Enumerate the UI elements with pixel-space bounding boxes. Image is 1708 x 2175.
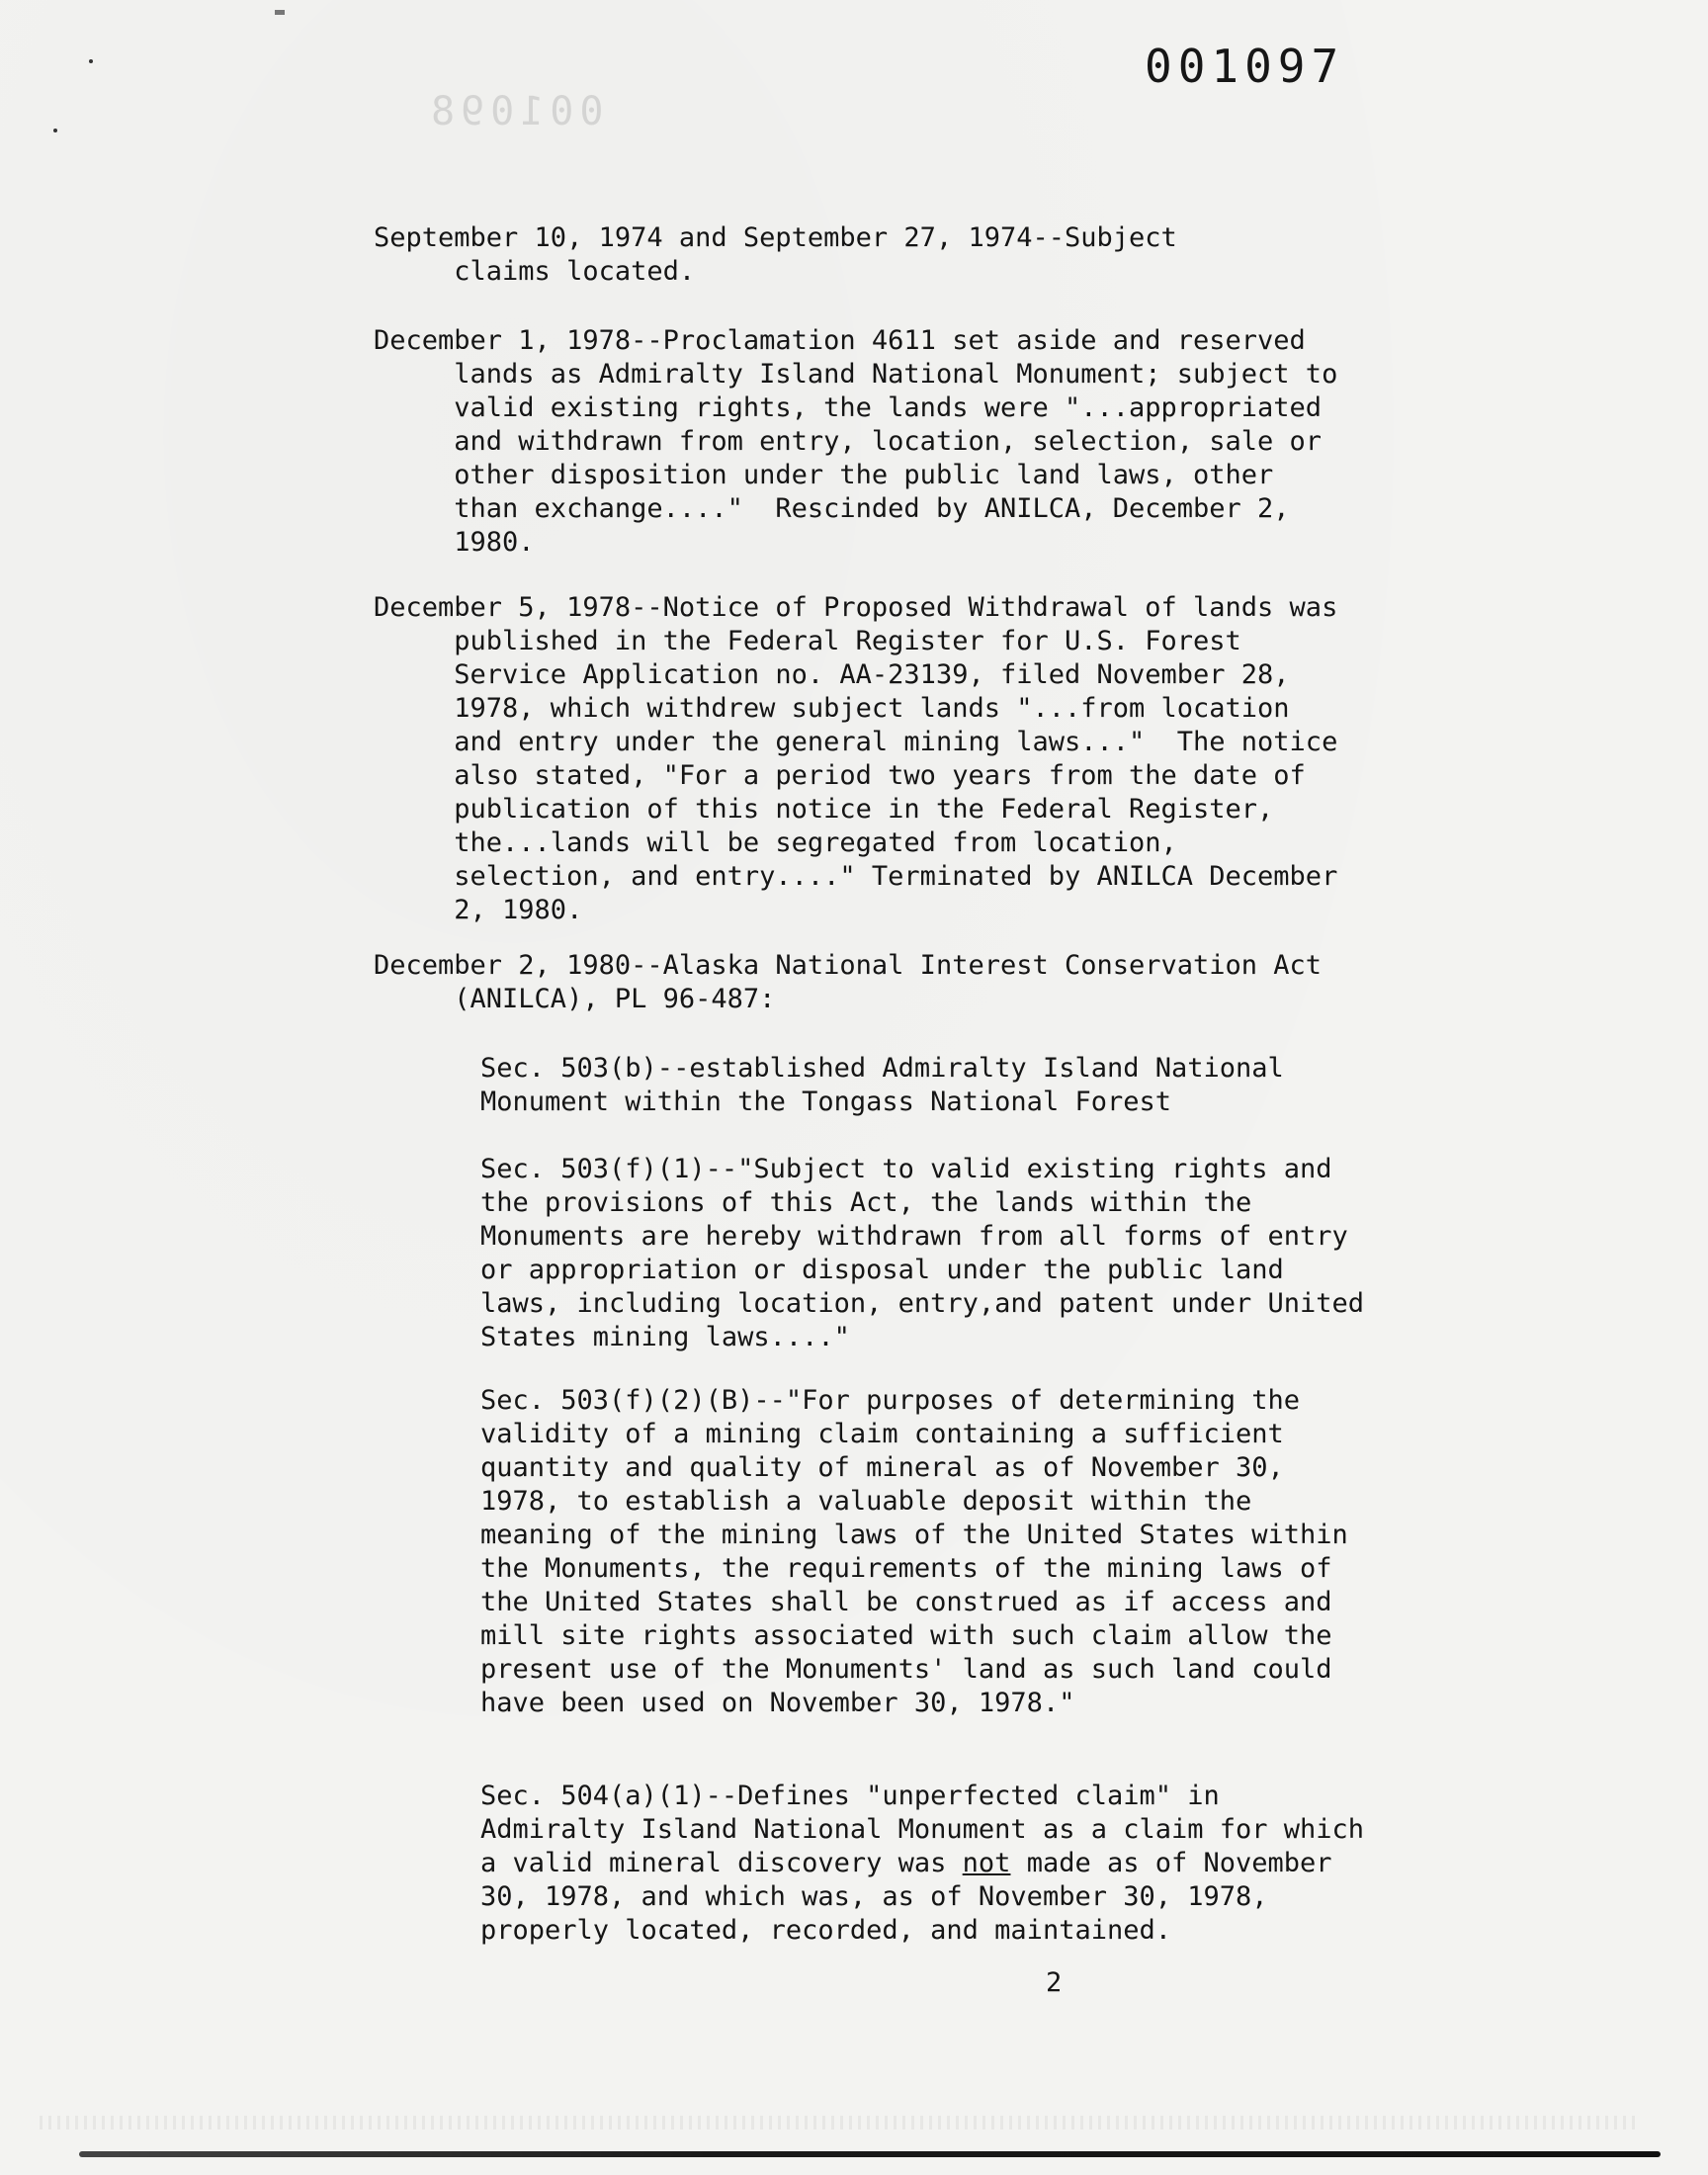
text-line: the United States shall be construed as if access and [480,1587,1332,1617]
text-line: Sec. 504(a)(1)--Defines "unperfected claim" in [480,1781,1220,1811]
text-line: 1980. [374,527,535,558]
text-line [480,1848,1332,1878]
text-line: also stated, "For a period two years from the date of [374,760,1306,791]
entry-dec-1-1978 [374,324,1337,560]
section-503f2b [480,1384,1348,1720]
text-line: the...lands will be segregated from location, [374,827,1177,858]
text-line: 30, 1978, and which was, as of November 30, 1978, [480,1881,1268,1912]
entry-dec-5-1978 [374,591,1337,927]
text-line: quantity and quality of mineral as of November 30, [480,1452,1284,1483]
scan-edge-noise [40,2116,1641,2130]
text-line: 2, 1980. [374,895,583,925]
text-line: than exchange...." Rescinded by ANILCA, December 2, [374,493,1290,524]
text-line: or appropriation or disposal under the public land [480,1255,1284,1285]
text-line: the Monuments, the requirements of the mining laws of [480,1553,1332,1584]
text-line: other disposition under the public land laws, other [374,460,1274,490]
text-line: States mining laws...." [480,1322,850,1352]
text-line: (ANILCA), PL 96-487: [374,984,776,1014]
underlined-word: not [962,1848,1011,1878]
document-number: 001097 [1145,40,1345,93]
text-line: 1978, which withdrew subject lands "...from location [374,693,1290,724]
bleed-through-number: 001098 [425,89,604,134]
text-line: claims located. [374,256,696,287]
text-line: mill site rights associated with such claim allow the [480,1620,1332,1651]
section-503b [480,1052,1284,1119]
scan-speck [89,59,93,63]
entry-1974 [374,221,1177,289]
text-line: December 5, 1978--Notice of Proposed Withdrawal of lands was [374,592,1338,623]
text-fragment: made as of November [1010,1848,1332,1878]
text-line: lands as Admiralty Island National Monument; subject to [374,359,1338,390]
text-line: the provisions of this Act, the lands within the [480,1187,1252,1218]
text-line: and entry under the general mining laws..." The notice [374,727,1338,757]
text-line: laws, including location, entry,and patent under United [480,1288,1365,1319]
text-line: Sec. 503(f)(1)--"Subject to valid existing rights and [480,1154,1332,1184]
text-line: selection, and entry...." Terminated by ANILCA December [374,861,1338,892]
text-line: December 2, 1980--Alaska National Interest Conservation Act [374,950,1323,981]
text-line: valid existing rights, the lands were "...appropriated [374,392,1323,423]
text-line: properly located, recorded, and maintained. [480,1915,1171,1946]
text-line: have been used on November 30, 1978." [480,1688,1075,1718]
text-line: meaning of the mining laws of the United States within [480,1520,1348,1550]
text-line: and withdrawn from entry, location, selection, sale or [374,426,1323,457]
text-line: Sec. 503(f)(2)(B)--"For purposes of determining the [480,1385,1301,1416]
entry-dec-2-1980 [374,949,1322,1016]
text-line: December 1, 1978--Proclamation 4611 set aside and reserved [374,325,1306,356]
scan-bottom-edge [79,2151,1661,2157]
text-line: Sec. 503(b)--established Admiralty Island National [480,1053,1284,1084]
text-line: present use of the Monuments' land as such land could [480,1654,1332,1685]
scan-speck [53,129,57,132]
text-line: published in the Federal Register for U.S. Forest [374,626,1241,656]
text-line: September 10, 1974 and September 27, 1974--Subject [374,222,1177,253]
section-504a1 [480,1780,1364,1948]
page-number: 2 [1046,1967,1063,1998]
text-line: Admiralty Island National Monument as a claim for which [480,1814,1365,1845]
section-503f1 [480,1153,1364,1354]
text-line: Service Application no. AA-23139, filed November 28, [374,659,1290,690]
text-line: Monuments are hereby withdrawn from all forms of entry [480,1221,1348,1252]
text-fragment: a valid mineral discovery was [480,1848,963,1878]
text-line: publication of this notice in the Federal Register, [374,794,1274,825]
text-line: Monument within the Tongass National Forest [480,1087,1171,1117]
scan-mark [275,10,285,15]
text-line: validity of a mining claim containing a sufficient [480,1419,1284,1449]
text-line: 1978, to establish a valuable deposit within the [480,1486,1252,1517]
